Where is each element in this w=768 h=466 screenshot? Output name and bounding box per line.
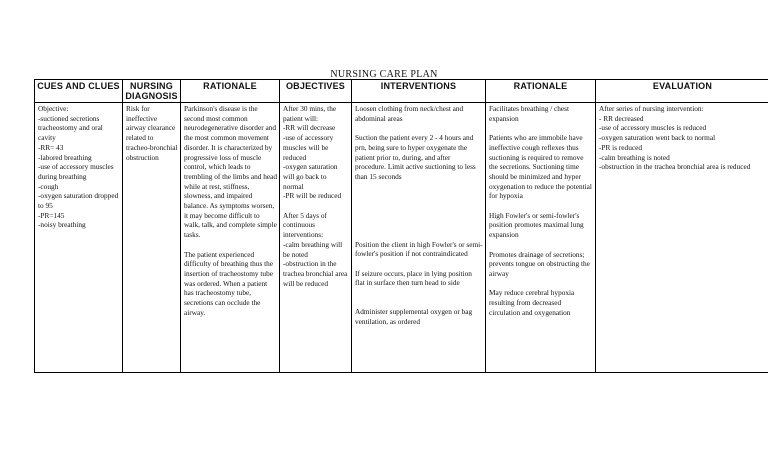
header-row <box>35 80 768 103</box>
cue-line: -oxygen saturation dropped to 95 <box>38 191 119 211</box>
rationale-paragraph: High Fowler's or semi-fowler's position promotes maximal lung expansion <box>489 210 584 240</box>
objective-line: After 5 days of continuous interventions: <box>283 210 327 240</box>
cues-cell <box>35 103 123 373</box>
evaluation-line: -calm breathing is noted <box>599 152 670 162</box>
rationale-paragraph: May reduce cerebral hypoxia resulting from decreased circulation and oxygenation <box>489 288 575 317</box>
rationale-paragraph: Patients who are immobile have ineffective cough reflexes thus suctioning is required to remove the secretions. Suctioning time should be minimized and hyper oxygenation to reduce the potential for hypoxia <box>489 133 592 201</box>
interventions-cell <box>352 103 486 373</box>
rationale-paragraph: The patient experienced difficulty of breathing thus the insertion of tracheostomy tube was ordered. When a patient has tracheostomy tube, secretions can occlude the airway. <box>184 249 274 317</box>
cue-line: -labored breathing <box>38 152 92 162</box>
evaluation-line: - RR decreased <box>599 113 644 123</box>
cue-line: -use of accessory muscles during breathing <box>38 162 114 181</box>
evaluation-cell <box>596 103 768 373</box>
rationale-paragraph: Parkinson's disease is the second most common neurodegenerative disorder and the most common movement disorder. It is characterized by progressive loss of muscle control, which leads to trembling of the limbs and head while at rest, stiffness, slowness, and impaired balance. As symptoms worsen, it may become difficult to walk, talk, and complete simple tasks. <box>184 104 278 240</box>
objectives-cell <box>280 103 352 373</box>
evaluation-line: -use of accessory muscles is reduced <box>599 123 707 133</box>
cue-line: -PR=145 <box>38 210 65 220</box>
evaluation-line: After series of nursing intervention: <box>599 104 704 113</box>
evaluation-line: -oxygen saturation went back to normal <box>599 133 716 143</box>
header-objectives: OBJECTIVES <box>280 80 352 103</box>
evaluation-line: -obstruction in the trachea bronchial area is reduced <box>599 162 751 172</box>
cue-line: -cough <box>38 181 59 191</box>
evaluation-line: -PR is reduced <box>599 142 642 152</box>
objective-line: -PR will be reduced <box>283 191 342 201</box>
diagnosis-text: Risk for ineffective airway clearance related to tracheo-bronchial obstruction <box>126 104 178 162</box>
document-title: NURSING CARE PLAN <box>330 69 438 80</box>
cue-line: Objective: <box>38 104 69 113</box>
header-diagnosis: NURSING DIAGNOSIS <box>123 80 181 103</box>
table-row <box>35 103 768 373</box>
objective-line: -calm breathing will be noted <box>283 239 343 259</box>
intervention-item: Position the client in high Fowler's or semi-fowler's position if not contraindicated <box>355 239 483 259</box>
cue-line: -RR= 43 <box>38 142 64 152</box>
rationale-2-cell <box>486 103 596 373</box>
diagnosis-cell <box>123 103 181 373</box>
intervention-item: If seizure occurs, place in lying position flat in surface then turn head to side <box>355 268 472 288</box>
intervention-item: Suction the patient every 2 - 4 hours and prn, being sure to hyper oxygenate the patient prior to, during, and after procedure. Limit active suctioning to less than 15 seconds <box>355 133 476 181</box>
header-cues: CUES AND CLUES <box>35 80 123 103</box>
rationale-1-cell <box>181 103 280 373</box>
cue-line: -suctioned secretions tracheostomy and oral cavity <box>38 113 103 143</box>
objective-line: After 30 mins, the patient will: <box>283 104 337 123</box>
header-rationale-2: RATIONALE <box>486 80 596 103</box>
objective-line: -RR will decrease <box>283 123 336 133</box>
objective-line: -use of accessory muscles will be reduced <box>283 133 334 162</box>
care-plan-table <box>34 79 768 373</box>
header-evaluation: EVALUATION <box>596 80 768 103</box>
rationale-paragraph: Promotes drainage of secretions; prevents tongue on obstructing the airway <box>489 249 590 278</box>
header-rationale-1: RATIONALE <box>181 80 280 103</box>
cue-line: -noisy breathing <box>38 220 86 230</box>
rationale-paragraph: Facilitates breathing / chest expansion <box>489 104 570 123</box>
intervention-item: Loosen clothing from neck/chest and abdominal areas <box>355 104 464 123</box>
objective-line: -obstruction in the trachea bronchial area will be reduced <box>283 259 348 288</box>
objective-line: -oxygen saturation will go back to normal <box>283 162 338 191</box>
intervention-item: Administer supplemental oxygen or bag ventilation, as ordered <box>355 307 473 326</box>
header-interventions: INTERVENTIONS <box>352 80 486 103</box>
